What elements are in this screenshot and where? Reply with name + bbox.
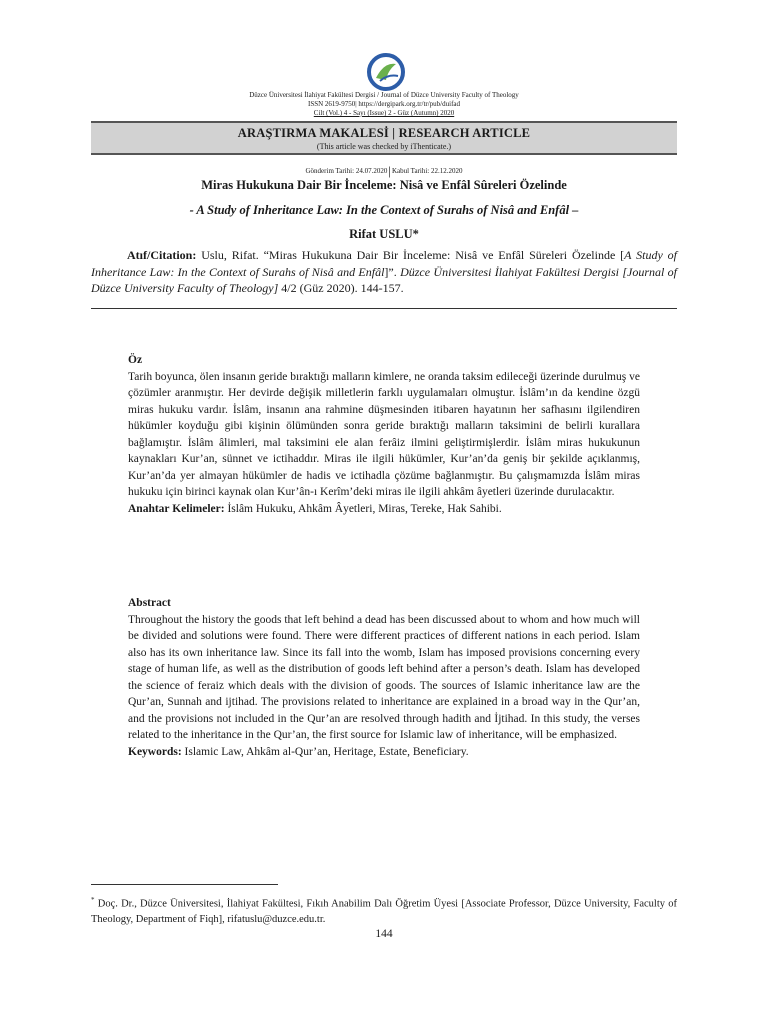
abstract-keywords-label: Keywords: (128, 745, 182, 758)
accepted-date: Kabul Tarihi: 22.12.2020 (391, 167, 463, 175)
issn-line: ISSN 2619-9750| https://dergipark.org.tr/tr/pub/duifad (307, 100, 461, 108)
ithenticate-note: (This article was checked by iThenticate.) (316, 142, 452, 151)
oz-body: Tarih boyunca, ölen insanın geride bıraktığı malların kimlere, ne oranda taksim edileceği üzerinde durulmuş ve çözümler aranmıştır. Her devirde değişik milletlerin farklı uygulamaları olmuştur. İslâm’ın da kendine özgü miras hukuku vardır. İslâm, insanın ana rahmine düşmesinden itibaren hayatının her safhasını ilgilendiren hükümler koyduğu gibi kişinin ölümünden sonra geride bıraktığı malların taksimini de belirli kurallara bağlamıştır. İslâm âlimleri, mal taksimini ele alan ferâiz ilmini geliştirmişlerdir. İslâm miras hukukunun kaynakları Kur’an, sünnet ve ictihaddır. Miras ile ilgili hükümler, Kur’an’da geniş bir şekilde açıklanmış, Kur’an’da yer almayan hükümler de hadis ve ictihadla çözüme bağlanmıştır. Bu çalışmamızda İslâm miras hukuku için birinci kaynak olan Kur’ân-ı Kerîm’deki miras ile ilgili ahkâm âyetleri üzerinde durulacaktır. (128, 370, 640, 498)
citation-text: Uslu, Rifat. “Miras Hukukuna Dair Bir İnceleme: Nisâ ve Enfâl Süreleri Özelinde [ (196, 248, 625, 262)
oz-keywords-label: Anahtar Kelimeler: (128, 502, 225, 515)
citation-journal: Düzce Üniversitesi İlahiyat Fakültesi Dergisi [Journal of Düzce University Faculty of Theology] (91, 264, 677, 295)
oz-keywords-list: İslâm Hukuku, Ahkâm Âyetleri, Miras, Tereke, Hak Sahibi. (224, 502, 502, 515)
abstract-body: Throughout the history the goods that left behind a dead has been discussed about to whom and how much will be divided and solutions were found. There were different practices of different nations in each period. Islam also has its own inheritance law. Since its fall into the womb, Islam has imposed provisions concerning every stage of human life, as well as the distribution of goods left behind after a person’s death. Islam has developed the science of feraiz which deals with the division of goods. The sources of Islamic inheritance law are the Qur’an, Sunnah and ijtihad. The provisions related to inheritance are explained in a broad way in the Qur’an, and the provisions not included in the Qur’an are resolved through hadith and İjtihad. In this study, the verses related to the inheritance in the Qur’an, the first source for Islamic law of inheritance, will be emphasized. (128, 613, 640, 741)
abstract-keywords (128, 744, 640, 761)
volume-issue-link[interactable]: Cilt (Vol.) 4 - Sayı (Issue) 2 - Güz (Autumn) 2020 (313, 109, 455, 117)
abstract-heading: Abstract (128, 597, 171, 609)
submitted-date: Gönderim Tarihi: 24.07.2020 (305, 167, 388, 175)
citation-label: Atıf/Citation: (127, 248, 197, 262)
citation-block (91, 247, 677, 297)
page-number: 144 (375, 928, 393, 940)
article-title-turkish: Miras Hukukuna Dair Bir İnceleme: Nisâ ve Enfâl Sûreleri Özelinde (201, 178, 567, 192)
section-divider (91, 308, 677, 309)
duzce-university-seal-icon (364, 52, 408, 92)
footnote-text: Doç. Dr., Düzce Üniversitesi, İlahiyat Fakültesi, Fıkıh Anabilim Dalı Öğretim Üyesi [Associate Professor, Düzce University, Faculty of Theology, Department of Fiqh], rifatuslu@duzce.edu.tr. (91, 898, 677, 925)
submission-dates (0, 163, 768, 179)
footnote-rule (91, 884, 278, 885)
abstract-keywords-list: Islamic Law, Ahkâm al-Qur’an, Heritage, Estate, Beneficiary. (181, 745, 469, 758)
article-title-english: - A Study of Inheritance Law: In the Context of Surahs of Nisâ and Enfâl – (189, 203, 579, 217)
footnote-marker: * (91, 896, 95, 904)
article-type-banner (91, 121, 677, 155)
citation-text: 4/2 (Güz 2020). 144-157. (278, 281, 404, 295)
article-type-title: ARAŞTIRMA MAKALESİ | RESEARCH ARTICLE (237, 126, 531, 140)
abstract-section (128, 595, 640, 760)
date-separator: | (388, 163, 391, 178)
author-footnote (91, 893, 677, 927)
oz-heading: Öz (128, 354, 143, 366)
author-name: Rifat USLU* (349, 227, 419, 241)
citation-english-title: A Study of Inheritance Law: In the Context of Surahs of Nisâ and Enfâl (91, 248, 677, 279)
oz-keywords (128, 501, 640, 518)
journal-name: Düzce Üniversitesi İlahiyat Fakültesi Dergisi / Journal of Düzce University Faculty of Theology (249, 91, 519, 99)
oz-section (128, 352, 640, 517)
citation-text: ]”. (384, 264, 401, 279)
